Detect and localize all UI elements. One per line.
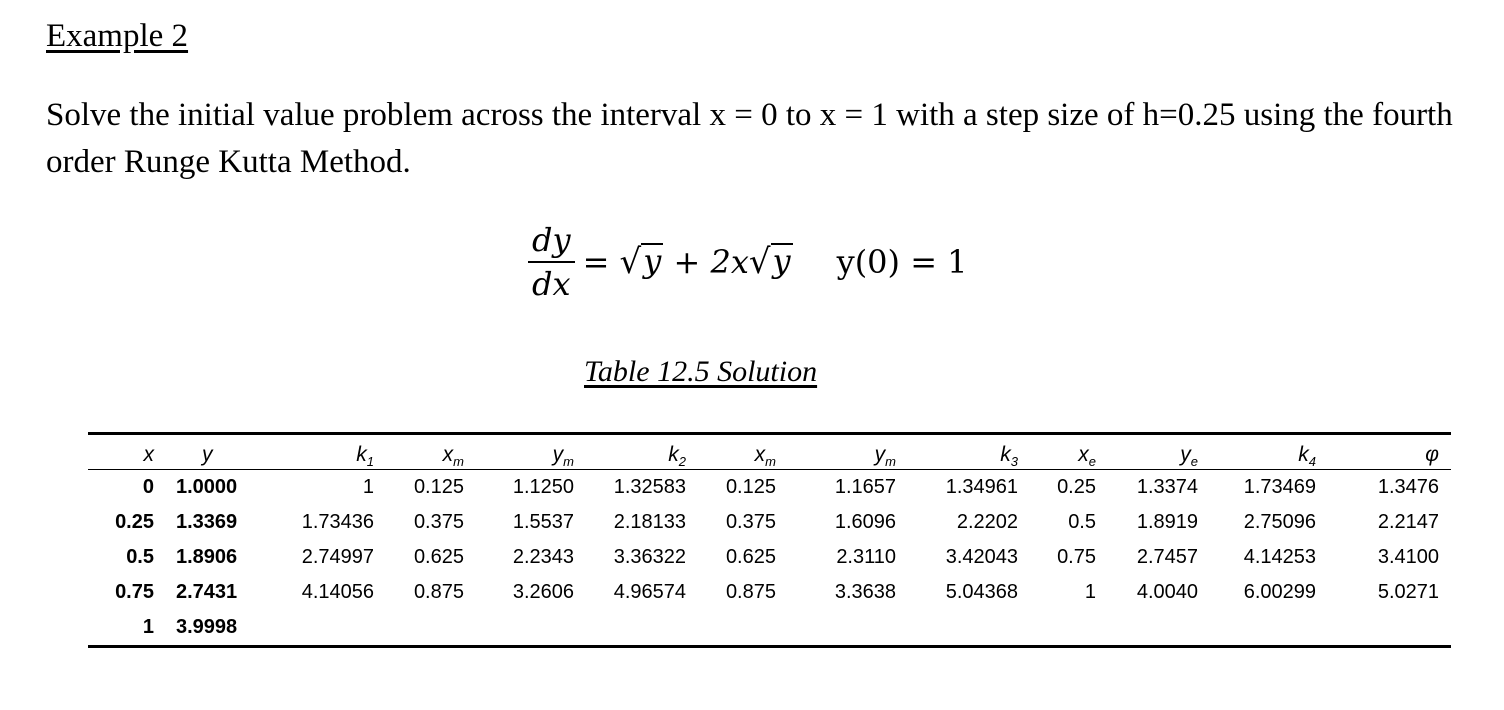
table-cell: [256, 610, 386, 645]
table-cell: 3.42043: [945, 546, 1018, 568]
header-cell: y: [166, 435, 256, 470]
table-cell: [1108, 610, 1210, 645]
equation-rhs: [583, 243, 793, 281]
table-cell: 0.5: [1068, 511, 1096, 533]
table-cell: 0.125: [413, 476, 464, 498]
table-cell: 2.18133: [613, 511, 686, 533]
table-cell: 1: [1084, 581, 1096, 603]
table-cell: 0.875: [413, 581, 464, 603]
table-cell: 1.73436: [301, 511, 374, 533]
table-cell: 2.3110: [836, 546, 896, 568]
table-cell: 1: [142, 616, 154, 638]
table-cell: 0.875: [725, 581, 776, 603]
plus-sign: +: [673, 243, 701, 281]
fraction-denominator: dx: [532, 265, 571, 303]
table-cell: [1210, 610, 1328, 645]
header-cell: φ: [1328, 435, 1451, 470]
header-cell: $y_m$: [788, 435, 908, 470]
table-cell: [698, 610, 788, 645]
table-cell: 1.5537: [512, 511, 574, 533]
table-cell: 0: [142, 476, 154, 498]
header-cell: $y_m$: [476, 435, 586, 470]
table-cell: 1.3374: [1136, 476, 1198, 498]
header-cell: $x_m$: [386, 435, 476, 470]
table-cell: [1328, 610, 1451, 645]
coefficient: 2x: [710, 243, 749, 281]
table-cell: 1.0000: [176, 476, 238, 498]
table-cell: 4.14253: [1243, 546, 1316, 568]
sqrt-symbol: √: [748, 242, 771, 282]
table-cell: 0.5: [126, 546, 154, 568]
header-cell: $k_3$: [908, 435, 1030, 470]
table-cell: 6.00299: [1243, 581, 1316, 603]
table-bottom-rule: [88, 645, 1451, 648]
table-cell: 1.73469: [1243, 476, 1316, 498]
table-cell: 2.7431: [176, 581, 238, 603]
table-cell: [788, 610, 908, 645]
problem-statement: Solve the initial value problem across the interval x = 0 to x = 1 with a step size of h=0.25 using the fourth order Runge Kutta Method.: [46, 97, 1453, 180]
table-cell: 2.7457: [1136, 546, 1198, 568]
table-row: [88, 470, 1451, 506]
table-caption: Table 12.5 Solution: [584, 355, 818, 388]
example-heading: Example 2: [46, 18, 189, 54]
table-row: [88, 505, 1451, 540]
table-cell: 3.36322: [613, 546, 686, 568]
table-cell: 4.96574: [613, 581, 686, 603]
table-cell: 4.0040: [1136, 581, 1198, 603]
header-cell: x: [88, 435, 166, 470]
table-cell: 3.9998: [176, 616, 238, 638]
table-cell: [1030, 610, 1108, 645]
table-cell: 4.14056: [301, 581, 374, 603]
table-header-row: [88, 435, 1451, 470]
derivative-fraction: [528, 221, 575, 303]
table-cell: [908, 610, 1030, 645]
table-cell: 3.2606: [512, 581, 574, 603]
table-cell: [476, 610, 586, 645]
table-cell: 0.625: [413, 546, 464, 568]
sqrt-term-2: [748, 242, 793, 282]
table-row: [88, 575, 1451, 610]
table-cell: 2.2202: [956, 511, 1018, 533]
header-cell: $k_2$: [586, 435, 698, 470]
sqrt-argument: y: [772, 242, 791, 281]
table-cell: 3.3638: [834, 581, 896, 603]
table-cell: 1.32583: [613, 476, 686, 498]
header-cell: $y_e$: [1108, 435, 1210, 470]
table-cell: 1: [362, 476, 374, 498]
table-cell: 2.75096: [1243, 511, 1316, 533]
table-cell: 1.34961: [945, 476, 1018, 498]
solution-table: [88, 435, 1451, 645]
table-row: [88, 610, 1451, 645]
table-cell: 5.04368: [945, 581, 1018, 603]
table-row: [88, 540, 1451, 575]
table-cell: 1.6096: [834, 511, 896, 533]
header-cell: $x_e$: [1030, 435, 1108, 470]
table-cell: 2.2147: [1377, 511, 1439, 533]
table-cell: 2.74997: [301, 546, 374, 568]
table-cell: 1.3369: [176, 511, 238, 533]
table-cell: 0.75: [1057, 546, 1096, 568]
table-cell: 0.375: [725, 511, 776, 533]
table-cell: 1.1657: [834, 476, 896, 498]
table-cell: 1.3476: [1377, 476, 1439, 498]
solution-table-container: [88, 432, 1451, 648]
table-cell: 1.1250: [512, 476, 574, 498]
table-cell: 0.75: [115, 581, 154, 603]
table-cell: 0.375: [413, 511, 464, 533]
header-cell: $k_4$: [1210, 435, 1328, 470]
equals-sign: =: [582, 243, 610, 281]
table-cell: 0.125: [725, 476, 776, 498]
differential-equation: [528, 214, 968, 310]
table-cell: 1.8906: [176, 546, 238, 568]
table-cell: [586, 610, 698, 645]
table-cell: 2.2343: [512, 546, 574, 568]
table-cell: 0.625: [725, 546, 776, 568]
table-cell: 0.25: [1057, 476, 1096, 498]
table-cell: [386, 610, 476, 645]
header-cell: $k_1$: [256, 435, 386, 470]
sqrt-argument: y: [643, 242, 662, 281]
header-cell: $x_m$: [698, 435, 788, 470]
table-cell: 1.8919: [1136, 511, 1198, 533]
sqrt-symbol: √: [619, 242, 642, 282]
initial-condition: y(0) = 1: [836, 243, 968, 281]
fraction-numerator: dy: [528, 221, 575, 263]
table-cell: 5.0271: [1377, 581, 1439, 603]
table-cell: 3.4100: [1377, 546, 1439, 568]
sqrt-term-1: [619, 242, 664, 282]
table-cell: 0.25: [115, 511, 154, 533]
